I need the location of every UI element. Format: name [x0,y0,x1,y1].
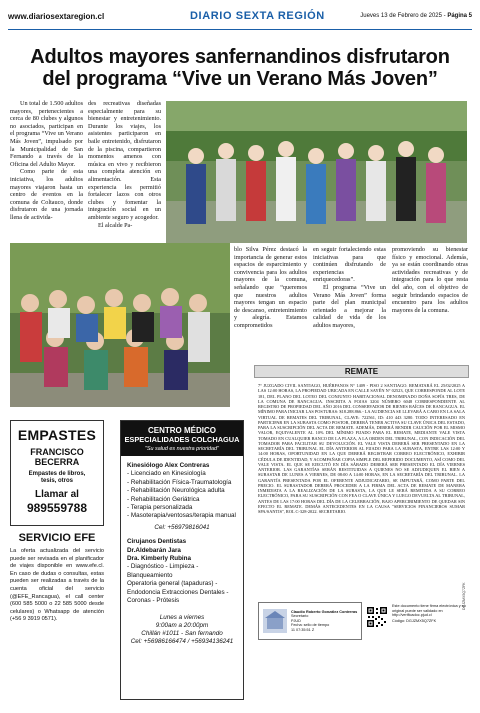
article-paragraph: promoviendo su bienestar físico y emocional. Además, ya se están coordinando otras actividades recreativas y de integración para lo que resta del año, con el objetivo de seguir brindando espacios de encuentro para los adultos mayores de la comuna. [392,246,468,314]
list-item: - Diagnóstico - Limpieza - [127,563,199,571]
signature-timestamp-label: Fecha: sello de tiempo [291,623,330,628]
ad-phone[interactable]: 989559788 [26,501,88,515]
ad-title: EMPASTES [17,427,97,443]
dental-services-list [127,563,237,605]
signer-entity: PJUD [291,618,301,623]
article-paragraph: en seguir fortaleciendo estas iniciativas para que continúen disfrutando de experiencias enriquecedoras”. [313,246,386,284]
list-item: - Masoterapia/ventosas/terapia manual [127,512,236,520]
article-column-4 [313,246,386,330]
article-paragraph: Como parte de esta iniciativa, los adultos mayores viajaron hasta un centro de eventos en la comuna de Coltauco, donde disfrutaron de una jornada llena de activida- [10,168,83,221]
ad-slogan: "Su salud es nuestra prioridad" [145,446,219,452]
headline-line-1: Adultos mayores sanfernandinos disfrutaron [30,46,450,68]
qr-code-icon [366,606,388,628]
side-verification-code: DGJZMX5Q7ZFK [462,582,466,610]
headline [10,46,470,90]
ad-call-label: Llamar al [35,489,79,500]
signer-role: Secretario [291,614,309,619]
dentists-title: Cirujanos Dentistas [127,538,187,546]
article-photo-1 [166,101,467,243]
article-photo-2 [10,243,230,407]
ad-description: Empastes de libros, tesis, otros [28,471,86,484]
signature-date: 11 07:35:51 Z [291,627,315,632]
ad-title-2: ESPECIALIDADES COLCHAGUA [124,435,240,444]
article-column-2 [88,100,161,229]
dentist-name: Dr.Aldebarán Jara [127,546,181,554]
article-column-5 [392,246,468,314]
centro-medico-ad [120,420,244,700]
article-paragraph: El programa “Vive un Verano Más Joven” forma parte del plan municipal orientado a mejorar la calidad de vida de los adultos mayores, [313,283,386,329]
pjud-seal-icon [263,609,287,633]
verification-code: Código: DGJZMX5Q7ZFK [392,618,437,623]
ad-title-1: CENTRO MÉDICO [148,426,216,435]
verification-note [392,604,468,623]
notice-title: SERVICIO EFE [18,532,96,544]
headline-line-2: del programa “Vive un Verano Más Joven” [42,68,438,90]
article-paragraph: des recreativas diseñadas especialmente para su bienestar y entretenimiento. Durante los viajes, los asistentes participaron en baile entretenido, disfrutaron de la piscina, compartieron momentos amenos con música en vivo y recibieron una completa atención en alimentación. Esta experiencia les permitió fortalecer lazos con otros clubes y fomentar la integración social en un ambiente seguro y acogedor. [88,100,161,221]
hours-time: 9:00am a 20:00pm [155,621,209,629]
list-item: Operatoria general (tapaduras) - [127,580,218,588]
article-paragraph: El alcalde Pa- [98,221,133,229]
list-item: Blanqueamiento [127,571,173,579]
contact-phones[interactable]: Cel: +56986166474 / +56934136241 [130,637,234,645]
article-column-3 [234,246,307,330]
signer-name: Claudio Roberto González Contreras [291,609,358,614]
verification-text: Este documento tiene firma electrónica y su original puede ser validado en http://verificadoc.pjud.cl [392,604,466,618]
notice-body: La oferta actualizada del servicio puede ser revisada en el planificador de viajes disponible en www.efe.cl. En caso de dudas o consultas, estas pueden ser realizadas a través de la cuenta oficial del servicio (@EFE_Rancagua), el call center (600 585 5000 o 22 585 5000 desde celulares) o Whatsapp de atención (+56 9 3919 0571). [10,548,104,623]
list-item: - Rehabilitación Geriátrica [127,495,200,503]
date-text: Jueves 13 de Febrero de 2025 - [360,13,446,19]
ad-banner [121,421,243,456]
list-item: - Rehabilitación Física-Traumatología [127,478,232,486]
kinesiology-list [127,470,237,520]
website-link[interactable]: www.diariosextaregion.cl [8,12,105,21]
page-header [8,4,472,30]
ad-name: FRANCISCO BECERRA [30,447,84,467]
kinesiologist-phone[interactable]: Cel: +56979816041 [154,523,210,531]
kinesiologist-title: Kinesiólogo Alex Contreras [127,462,210,469]
hours-days: Lunes a viernes [159,613,205,621]
issue-date [360,13,472,19]
article-paragraph: Un total de 1.500 adultos mayores, pertenecientes a cerca de 80 clubes y algunos no asociados, participan en el programa “Vive un Verano Más Joven”, impulsado por la Municipalidad de San Fernando a través de la Oficina del Adulto Mayor. [10,100,83,168]
ad-footer [127,614,237,646]
newspaper-name: DIARIO SEXTA REGIÓN [190,10,325,22]
dentist-name: Dra. Kimberly Rubina [127,555,192,563]
list-item: - Licenciado en Kinesiología [127,470,206,478]
empastes-ad [10,420,104,526]
list-item: - Terapia personalizada [127,504,193,512]
article-paragraph: blo Silva Pérez destacó la importancia de generar estos espacios de esparcimiento y convivencia para los adultos mayores de la comuna, señalando que “queremos que nuestros adultos mayores tengan un espacio de descanso, entretenimiento y alegría. Estamos comprometidos [234,246,307,329]
list-item: Coronas - Prótesis [127,597,180,605]
remate-body: 7° JUZGADO CIVIL SANTIAGO, HUÉRFANOS N° 1409 - PISO 2 SANTIAGO. REMATARÁ EL 25/02/2025 A LAS 12:00 HORAS, LA PROPIEDAD UBICADA EN CALLE SAYÉN N° 02523, QUE CORRESPONDE AL LOTE 181, DEL PLANO DEL LOTEO DEL CONJUNTO HABITACIONAL DENOMINADO DOÑA SOFÍA TRES, DE LA COMUNA DE RANCAGUA. INSCRITA A FOJAS 3204 NÚMERO 6048 CORRESPONDIENTE AL REGISTRO DE PROPIEDAD DEL AÑO 2016 DEL CONSERVADOR DE BIENES RAÍCES DE RANCAGUA. EL MÍNIMO PARA INICIAR LAS POSTURAS: $18.288.866.- LA AUDIENCIA SE LLEVARÁ A CABO EN LA SALA VIRTUAL DE REMATES DEL TRIBUNAL, CLAVE: 722561, ID: 410 443 3280. TODO INTERESADO EN PARTICIPAR EN LA SUBASTA COMO POSTOR, DEBERÁ TENER ACTIVA SU CLAVE ÚNICA DEL ESTADO, PARA LA SUSCRIPCIÓN DEL ACTA DE REMATE. ADEMÁS, DEBERÁ RENDIR CAUCIÓN POR EL MISMO VALOR, EQUIVALENTE AL 10% DEL MÍNIMO FIJADO PARA EL REMATE, MEDIANTE VALE VISTA TOMADO EN CUALQUIER BANCO DE LA PLAZA, A LA ORDEN DEL TRIBUNAL, CON INDICACIÓN DEL TOMADOR PARA FACILITAR SU DEVOLUCIÓN. EL VALE VISTA DEBERÁ SER PRESENTADO EN LA SECRETARÍA DEL TRIBUNAL EL DÍA ANTERIOR AL FIJADO PARA LA SUBASTA, ENTRE LAS 12:00 Y 14:00 HORAS, OPORTUNIDAD EN LA QUE DEBERÁ REGISTRAR CORREO ELECTRÓNICO, EXHIBIR CÉDULA DE IDENTIDAD, Y ACOMPAÑAR COPIA SIMPLE DEL REFERIDO DOCUMENTO, ASÍ COMO DEL VALE VISTA. EL QUE SE EJECUTÓ EN DÍA SÁBADO DEBERÁ SER PRESENTADO EL DÍA VIERNES ANTERIOR. LAS GARANTÍAS SERÁN RESTITUIDAS A QUIENES NO SE ADJUDIQUEN EL BIEN A SUBASTAR DE LUNES A VIERNES, DE 08:00 A 14:00 HORAS, EN LA SECRETARÍA DEL TRIBUNAL. LA GARANTÍA PRESENTADA POR EL OFERENTE ADJUDICATARIO, SE IMPUTARÁ, COMO PARTE DEL PRECIO. EL SUBASTADOR DEBERÁ PROCEDER A LA FIRMA DEL ACTA DE REMATE DE MANERA INMEDIATA A LA REALIZACIÓN DE LA SUBASTA, LA QUE LE SERÁ REMITIDA A SU CORREO ELECTRÓNICO, PARA SU SUSCRIPCIÓN CON FEA O CLAVE ÚNICA Y LUEGO DEVUELTA AL TRIBUNAL, ANTES DE LAS 17:00 HORAS DEL DÍA DE LA CELEBRACIÓN, BAJO APERCIBIMIENTO DE QUEDAR SIN EFECTO EL REMATE. DEMÁS ANTECEDENTES EN LA CAUSA "SERVICIOS FINANCIEROS SUMAR SPA/SANTIS", ROL C-328-2022. SECRETARIO. [258,383,465,514]
servicio-efe-notice [10,532,104,624]
signature-box [258,602,362,640]
remate-heading: REMATE [254,365,469,378]
list-item: - Rehabilitación Neurológica adulta [127,487,225,495]
list-item: Endodoncia Extracciones Dentales - [127,588,229,596]
article-column-1 [10,100,83,222]
page-number: Página 5 [447,13,472,19]
address: Chillán #1011 - San fernando [141,629,223,637]
